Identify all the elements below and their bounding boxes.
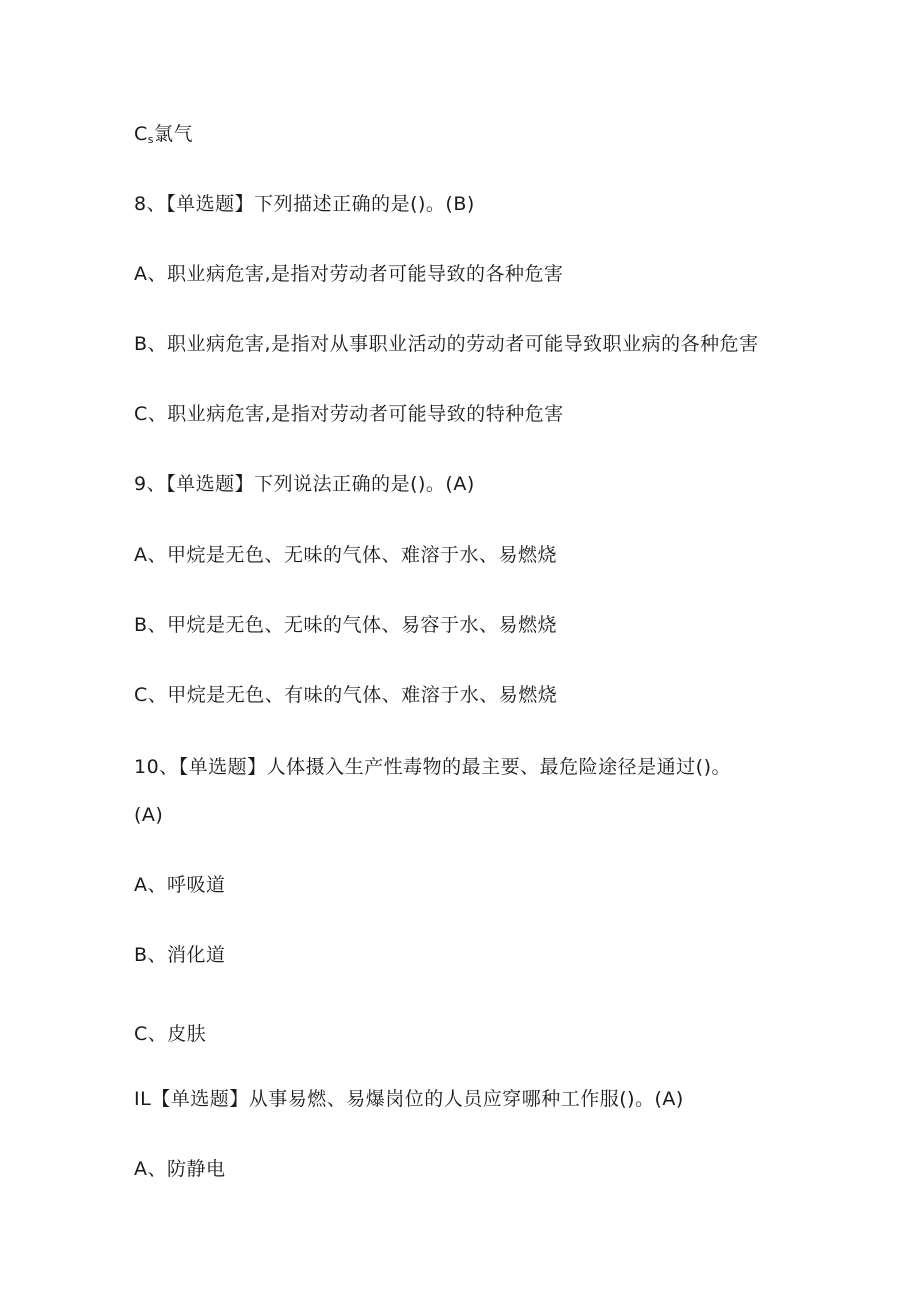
q8-option-b: B、职业病危害,是指对从事职业活动的劳动者可能导致职业病的各种危害 bbox=[134, 333, 759, 355]
option-text: 氯气 bbox=[154, 123, 194, 145]
option-c-chlorine bbox=[134, 122, 193, 152]
question-10: 10、【单选题】人体摄入生产性毒物的最主要、最危险途径是通过()。 bbox=[134, 756, 732, 778]
q9-option-b: B、甲烷是无色、无味的气体、易容于水、易燃烧 bbox=[134, 614, 558, 636]
q11-option-a: A、防静电 bbox=[134, 1158, 226, 1180]
option-subscript: s bbox=[147, 133, 155, 146]
q10-option-b: B、消化道 bbox=[134, 944, 226, 966]
q8-option-c: C、职业病危害,是指对劳动者可能导致的特种危害 bbox=[134, 403, 564, 425]
option-letter: C bbox=[134, 123, 148, 145]
question-10-answer: (A) bbox=[134, 804, 164, 826]
question-8: 8、【单选题】下列描述正确的是()。(B) bbox=[134, 193, 475, 215]
q8-option-a: A、职业病危害,是指对劳动者可能导致的各种危害 bbox=[134, 263, 564, 285]
q10-option-a: A、呼吸道 bbox=[134, 874, 226, 896]
q9-option-a: A、甲烷是无色、无味的气体、难溶于水、易燃烧 bbox=[134, 544, 557, 566]
q10-option-c: C、皮肤 bbox=[134, 1023, 207, 1045]
question-11: IL【单选题】从事易燃、易爆岗位的人员应穿哪种工作服()。(A) bbox=[134, 1088, 684, 1110]
q9-option-c: C、甲烷是无色、有味的气体、难溶于水、易燃烧 bbox=[134, 684, 558, 706]
question-9: 9、【单选题】下列说法正确的是()。(A) bbox=[134, 473, 475, 495]
